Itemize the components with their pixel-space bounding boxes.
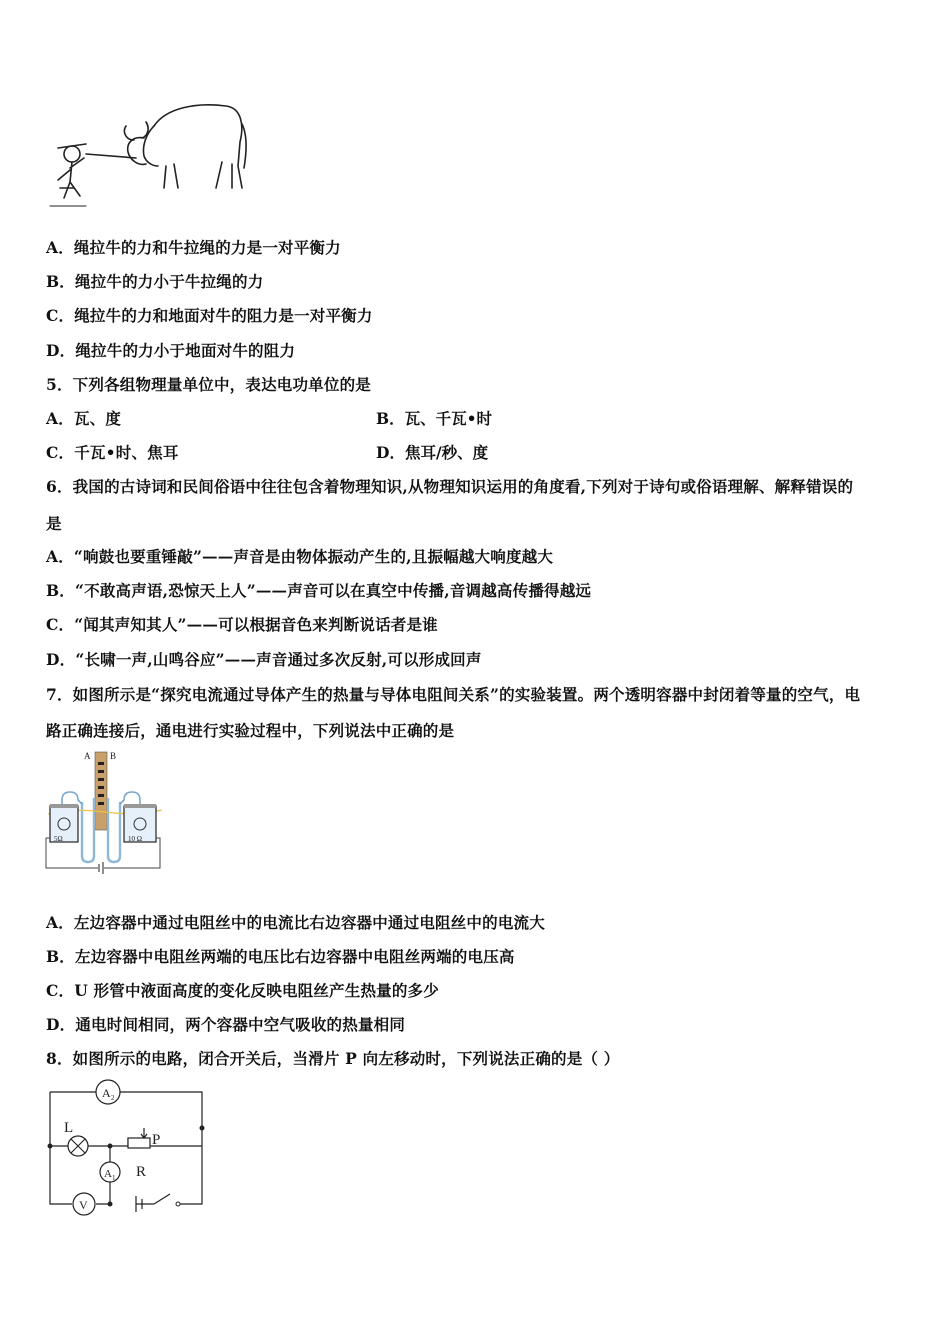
q7-stem-line1: 7．如图所示是“探究电流通过导体产生的热量与导体电阻间关系”的实验装置。两个透明容器中封闭着等量的空气，电 [46, 685, 861, 704]
q8-stem: 8．如图所示的电路，闭合开关后，当滑片 P 向左移动时，下列说法正确的是（ ） [46, 1049, 620, 1068]
q4-option-d: D．绳拉牛的力小于地面对牛的阻力 [46, 341, 296, 360]
lamp-label: L [64, 1120, 74, 1136]
u-tube-label-b: B [110, 751, 117, 761]
q6-option-c: C．“闻其声知其人”——可以根据音色来判断说话者是谁 [46, 615, 438, 634]
q6-stem-line1: 6．我国的古诗词和民间俗语中往往包含着物理知识,从物理知识运用的角度看,下列对于诗句或俗语理解、解释错误的 [46, 477, 854, 496]
u-tube-label-a: A [84, 751, 91, 761]
right-resistor-label: 10 Ω [128, 835, 142, 843]
q7-experiment-figure [44, 748, 166, 874]
q6-option-d: D．“长啸一声,山鸣谷应”——声音通过多次反射,可以形成回声 [46, 650, 482, 669]
q6-option-a: A．“响鼓也要重锤敲”——声音是由物体振动产生的,且振幅越大响度越大 [46, 547, 554, 566]
boy-pulling-ox-illustration [46, 96, 252, 212]
ammeter-a1-label: A [104, 1168, 112, 1180]
q4-option-b: B．绳拉牛的力小于牛拉绳的力 [46, 272, 264, 291]
q5-option-b: B．瓦、千瓦•时 [376, 409, 493, 428]
ammeter-a1-sub: 1 [112, 1174, 116, 1182]
ammeter-a2-sub: 2 [111, 1094, 115, 1102]
voltmeter-label: V [79, 1198, 88, 1212]
q7-option-d: D．通电时间相同，两个容器中空气吸收的热量相同 [46, 1015, 406, 1034]
q5-option-d: D．焦耳/秒、度 [376, 443, 489, 462]
slider-label: P [152, 1132, 161, 1148]
q7-option-b: B．左边容器中电阻丝两端的电压比右边容器中电阻丝两端的电压高 [46, 947, 515, 966]
q4-option-c: C．绳拉牛的力和地面对牛的阻力是一对平衡力 [46, 306, 373, 325]
q7-option-a: A．左边容器中通过电阻丝中的电流比右边容器中通过电阻丝中的电流大 [46, 913, 545, 932]
q5-stem: 5．下列各组物理量单位中，表达电功单位的是 [46, 375, 371, 394]
left-resistor-label: 5Ω [54, 835, 63, 843]
q4-option-a: A．绳拉牛的力和牛拉绳的力是一对平衡力 [46, 238, 341, 257]
q5-option-c: C．千瓦•时、焦耳 [46, 443, 179, 462]
q6-option-b: B．“不敢高声语,恐惊天上人”——声音可以在真空中传播,音调越高传播得越远 [46, 581, 592, 600]
q6-stem-line2: 是 [46, 514, 62, 533]
ammeter-a2-label: A [102, 1086, 111, 1100]
q7-option-c: C．U 形管中液面高度的变化反映电阻丝产生热量的多少 [46, 981, 439, 1000]
q8-circuit-figure [44, 1076, 210, 1218]
q7-stem-line2: 路正确连接后，通电进行实验过程中，下列说法中正确的是 [46, 721, 455, 740]
resistor-label: R [136, 1164, 147, 1180]
q5-option-a: A．瓦、度 [46, 409, 122, 428]
